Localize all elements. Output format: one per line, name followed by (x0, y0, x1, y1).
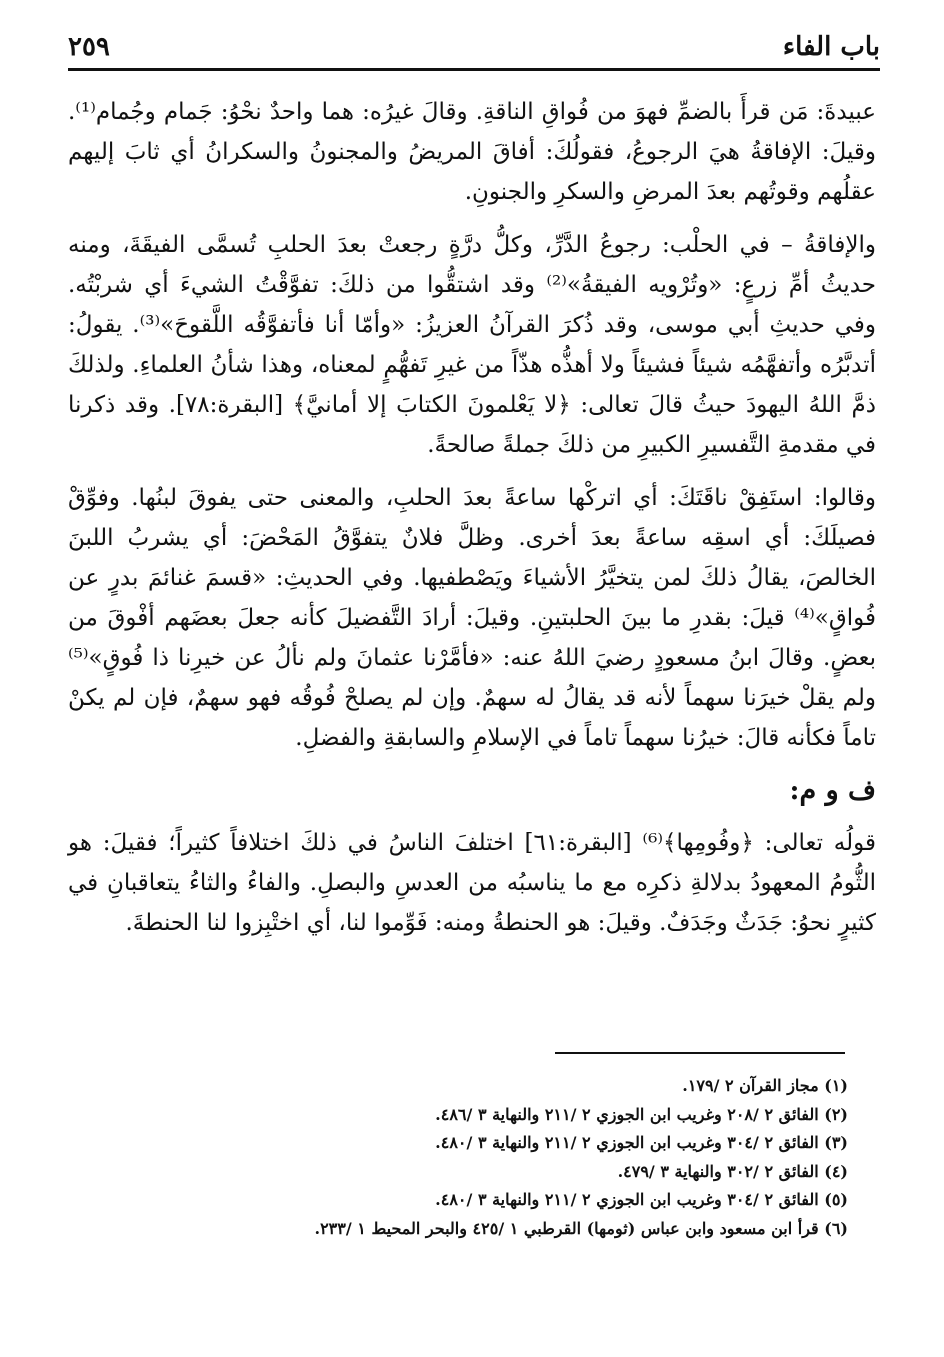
footnote: (٥) الفائق ٢ /٣٠٤ وغريب ابن الجوزي ٢ /٢١١ والنهاية ٣ /٤٨٠. (435, 1190, 848, 1209)
paragraph: وقالوا: استَفِقْ ناقَتَكَ: أي اتركْها ساعةً بعدَ الحلبِ، والمعنى حتى يفوقَ لبنُها. وفوِّقْ فصيلَكَ: أي اسقِه ساعةً بعدَ أخرى. وظلَّ فلانٌ يتفوَّقُ المَحْضَ: أي يشربُ اللبنَ الخالصَ، يقالُ ذلكَ لمن يتخيَّرُ الأشياءَ ويَصْطفيها. وفي الحديثِ: «قسمَ غنائمَ بدرٍ عن فُواقٍ»⁽⁴⁾ قيلَ: بقدرِ ما بينَ الحلبتينِ. وقيلَ: أرادَ التَّفضيلَ كأنه جعلَ بعضَهم أفْوقَ من بعضٍ. وقالَ ابنُ مسعودٍ رضيَ اللهُ عنه: «فأمَّرْنا عثمانَ ولم نألُ عن خيرِنا ذا فُوقٍ»⁽⁵⁾ ولم يقلْ خيرَنا سهماً لأنه قد يقالُ له سهمٌ. وإن لم يصلحْ فُوقُه فهو سهمٌ، فإن لم يكنْ تاماً فكأنه قالَ: خيرُنا سهماً تاماً في الإسلامِ والسابقةِ والفضلِ. (68, 485, 876, 751)
footnote-separator (555, 1052, 845, 1054)
paragraph: والإفاقةُ – في الحلْب: رجوعُ الدَّرِّ، وكلُّ درَّةٍ رجعتْ بعدَ الحلبِ تُسمَّى الفيقَةَ، ومنه حديثُ أمِّ زرعٍ: «وتُرْويه الفيقةُ»⁽²⁾ وقد اشتقُّوا من ذلكَ: تفوَّقْتُ الشيءَ أي شربْتُه. وفي حديثِ أبي موسى، وقد ذُكرَ القرآنُ العزيزُ: «وأمّا أنا فأتفوَّقُه اللَّقوحَ»⁽³⁾. يقولُ: أتدبَّرُه وأتفهَّمُه شيئاً فشيئاً ولا أهذُّه هذّاً من غيرِ تَفهُّمٍ لمعناه، وهذا شأنُ العلماءِ. ولذلكَ ذمَّ اللهُ اليهودَ حيثُ قالَ تعالى: ﴿لا يَعْلمونَ الكتابَ إلا أمانيَّ﴾ [البقرة:٧٨]. وقد ذكرنا في مقدمةِ التَّفسيرِ الكبيرِ من ذلكَ جملةً صالحةً. (68, 232, 876, 458)
footnotes (68, 1072, 848, 1243)
footnote: (٢) الفائق ٢ /٢٠٨ وغريب ابن الجوزي ٢ /٢١١ والنهاية ٣ /٤٨٦. (435, 1104, 848, 1124)
footnote: (١) مجاز القرآن ٢ /١٧٩. (682, 1076, 848, 1095)
page-header (68, 28, 880, 71)
running-head: باب الفاء (782, 32, 880, 62)
paragraph: قولُه تعالى: ﴿وفُومِها﴾⁽⁶⁾ [البقرة:٦١] اختلفَ الناسُ في ذلكَ اختلافاً كثيراً؛ فقيلَ: هو الثُّومُ المعهودُ بدلالةِ ذكرِه مع ما يناسبُه من العدسِ والبصلِ. والفاءُ والثاءُ يتعاقبانِ في كثيرٍ نحوُ: جَدَثٌ وجَدَفٌ. وقيلَ: هو الحنطةُ ومنه: فَوِّموا لنا، أي اختْبِزوا لنا الحنطةَ. (68, 830, 876, 936)
main-text (68, 92, 876, 956)
footnote: (٣) الفائق ٢ /٣٠٤ وغريب ابن الجوزي ٢ /٢١١ والنهاية ٣ /٤٨٠. (435, 1133, 848, 1152)
paragraph: عبيدةَ: مَن قرأَ بالضمِّ فهوَ من فُواقِ الناقةِ. وقالَ غيرُه: هما واحدٌ نحْوُ: جَمام وجُمام⁽¹⁾. وقيلَ: الإفاقةُ هيَ الرجوعُ، فقولُكَ: أفاقَ المريضُ والمجنونُ والسكرانُ أي ثابَ إليهم عقلُهم وقوتُهم بعدَ المرضِ والسكرِ والجنونِ. (68, 99, 876, 205)
footnote: (٤) الفائق ٢ /٣٠٢ والنهاية ٣ /٤٧٩. (617, 1161, 848, 1181)
entry-heading: ف و م: (789, 775, 876, 806)
footnote: (٦) قرأ ابن مسعود وابن عباس (ثومها) القرطبي ١ /٤٢٥ والبحر المحيط ١ /٢٣٣. (314, 1218, 848, 1238)
page-number: ٢٥٩ (68, 32, 110, 62)
